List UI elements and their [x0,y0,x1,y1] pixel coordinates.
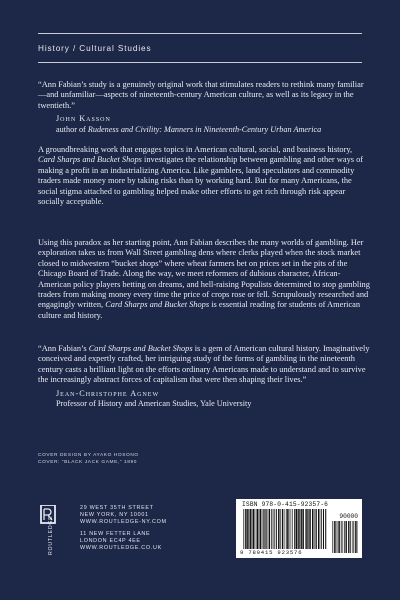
barcode-bar [350,521,351,553]
barcode-bar [332,521,333,553]
barcode-bar [274,509,275,549]
barcode-bar [315,509,316,549]
barcode-bar [251,509,252,549]
barcode-bar [323,509,324,549]
barcode-bar [316,509,317,549]
barcode-panel [236,499,362,558]
barcode-bar [248,509,249,549]
quote-text [38,344,370,386]
routledge-logo [38,505,58,557]
role-prefix: author of [56,124,88,134]
barcode-bar [353,521,354,553]
barcode-bar [278,509,280,549]
barcode-bar [271,509,272,549]
barcode-bar [291,509,292,549]
description-paragraph-2 [38,238,370,321]
blurb-quote-kasson [38,80,370,135]
address-uk-website: WWW.ROUTLEDGE.CO.UK [80,545,162,552]
barcode-bar [263,509,264,549]
barcode-bar [282,509,284,549]
role-book-title: Rudeness and Civility: Manners in Nineteenth-Century Urban America [87,124,322,134]
cover-art-credit: COVER: “BLACK JACK GAME,” 1890 [38,460,138,465]
barcode-bar [339,521,340,553]
barcode-bar [309,509,311,549]
para2-before: Using this paradox as her starting point, Ann Fabian describes the many worlds of gambling. Her exploration takes us from Wall Street gambling dens where clerks played when the stock market closed to midwestern “bucket shops” where wheat farmers bet on prices set in the pits of the Chicago Board of Trade. Along the way, we meet reformers of dubious character, African-American policy players betting on dreams, and hell-raising Populists determined to stop gambling traders from making money every time the price of crops rose or fell. Scrupulously researched and engagingly written, [38,238,370,310]
barcode-bar [335,521,336,553]
category-rule [38,62,362,63]
barcode-bar [355,521,356,553]
barcode-bar [301,509,302,549]
barcode-bar [260,509,262,549]
barcode-bar [318,509,320,549]
barcode-bar [259,509,260,549]
blurb-quote-agnew [38,344,370,409]
barcode-bar [292,509,293,549]
barcode-bar [246,509,248,549]
barcode-bar [294,509,295,549]
ean-number: 9 780415 923576 [240,549,303,556]
barcode-bar [269,509,271,549]
price-code: 90000 [339,513,358,520]
quote-author-name: John Kasson [56,114,111,124]
para1-before: A groundbreaking work that engages topics in American cultural, social, and business history, [38,145,353,154]
book-title: Card Sharps and Bucket Shops [38,155,142,165]
barcode-bar [285,509,286,549]
barcode-bar [334,521,335,553]
barcode-bar [305,509,306,549]
barcode-bar [343,521,344,553]
barcode-bar [341,521,342,553]
isbn-number: ISBN 978-0-415-92357-6 [242,501,329,508]
publisher-addresses [80,505,167,552]
barcode-bar [308,509,309,549]
quote-author-role [38,125,370,135]
price-barcode [332,521,358,553]
barcode-bar [356,521,357,553]
description-paragraph-1 [38,145,370,207]
quote-author-name: Jean-Christophe Agnew [56,388,160,398]
book-title: Card Sharps and Bucket Shops [105,300,210,310]
address-uk-line-1: 11 NEW FETTER LANE [80,530,151,537]
quote-text: “Ann Fabian’s study is a genuinely original work that stimulates readers to rethink many familiar—and unfamiliar—aspects of nineteenth-century American culture, as well as its legacy in the twentieth.” [38,80,364,110]
barcode-bar [276,509,277,549]
barcode-bar [321,509,322,549]
barcode-bar [338,521,339,553]
address-us-website: WWW.ROUTLEDGE-NY.COM [80,519,167,526]
barcode-bar [280,509,281,549]
address-uk-line-2: LONDON EC4P 4EE [80,537,141,544]
barcode-bar [302,509,304,549]
design-credit: COVER DESIGN BY AYAKO HOSONO [38,453,139,458]
para2-after: is essential reading for students of American culture and history. [38,300,361,320]
barcode-bar [243,509,244,549]
barcode-bar [346,521,347,553]
barcode-bar [265,509,266,549]
barcode-bar [306,509,308,549]
barcode-bar [266,509,267,549]
barcode-bar [250,509,251,549]
barcode-bar [344,521,345,553]
barcode-bar [257,509,259,549]
barcode-bar [314,509,315,549]
address-us-line-1: 29 WEST 35TH STREET [80,505,154,511]
category-label: History / Cultural Studies [38,44,152,53]
quote-author-role: Professor of History and American Studies, Yale University [56,399,252,409]
barcode-bar [256,509,257,549]
barcode-bar [288,509,289,549]
barcode-bar [299,509,300,549]
barcode-bar [253,509,255,549]
barcode-bar [312,509,313,549]
book-title: Card Sharps and Bucket Shops [88,344,193,353]
barcode-bar [352,521,353,553]
barcode-bar [245,509,246,549]
barcode-bar [264,509,265,549]
barcode-bar [298,509,299,549]
quote2-after: is a gem of American cultural history. Imaginatively conceived and expertly crafted, her intriguing study of the forms of gambling in the nineteenth century casts a brilliant light on the efforts ordinary Americans made to understand and to survive the increasingly abstract forces of capitalism that were then shaping their lives.” [38,344,370,385]
top-rule [38,33,362,34]
barcode-bar [325,509,326,549]
barcode-bar [348,521,349,553]
address-us-line-2: NEW YORK, NY 10001 [80,512,149,519]
quote2-before: “Ann Fabian’s [38,344,89,353]
logo-wordmark: ROUTLEDGE [48,515,54,555]
barcode-bar [296,509,298,549]
cover-credits [38,452,139,466]
para1-after: investigates the relationship between gambling and other ways of making a profit in an industrializing America. Like gamblers, land speculators and commodity traders made money more by taking risks than by working hard. But for many Americans, the social stigma attached to gambling helped make other efforts to get rich through risk appear socially acceptable. [38,155,364,207]
barcode-bar [286,509,288,549]
ean-barcode [243,509,327,549]
